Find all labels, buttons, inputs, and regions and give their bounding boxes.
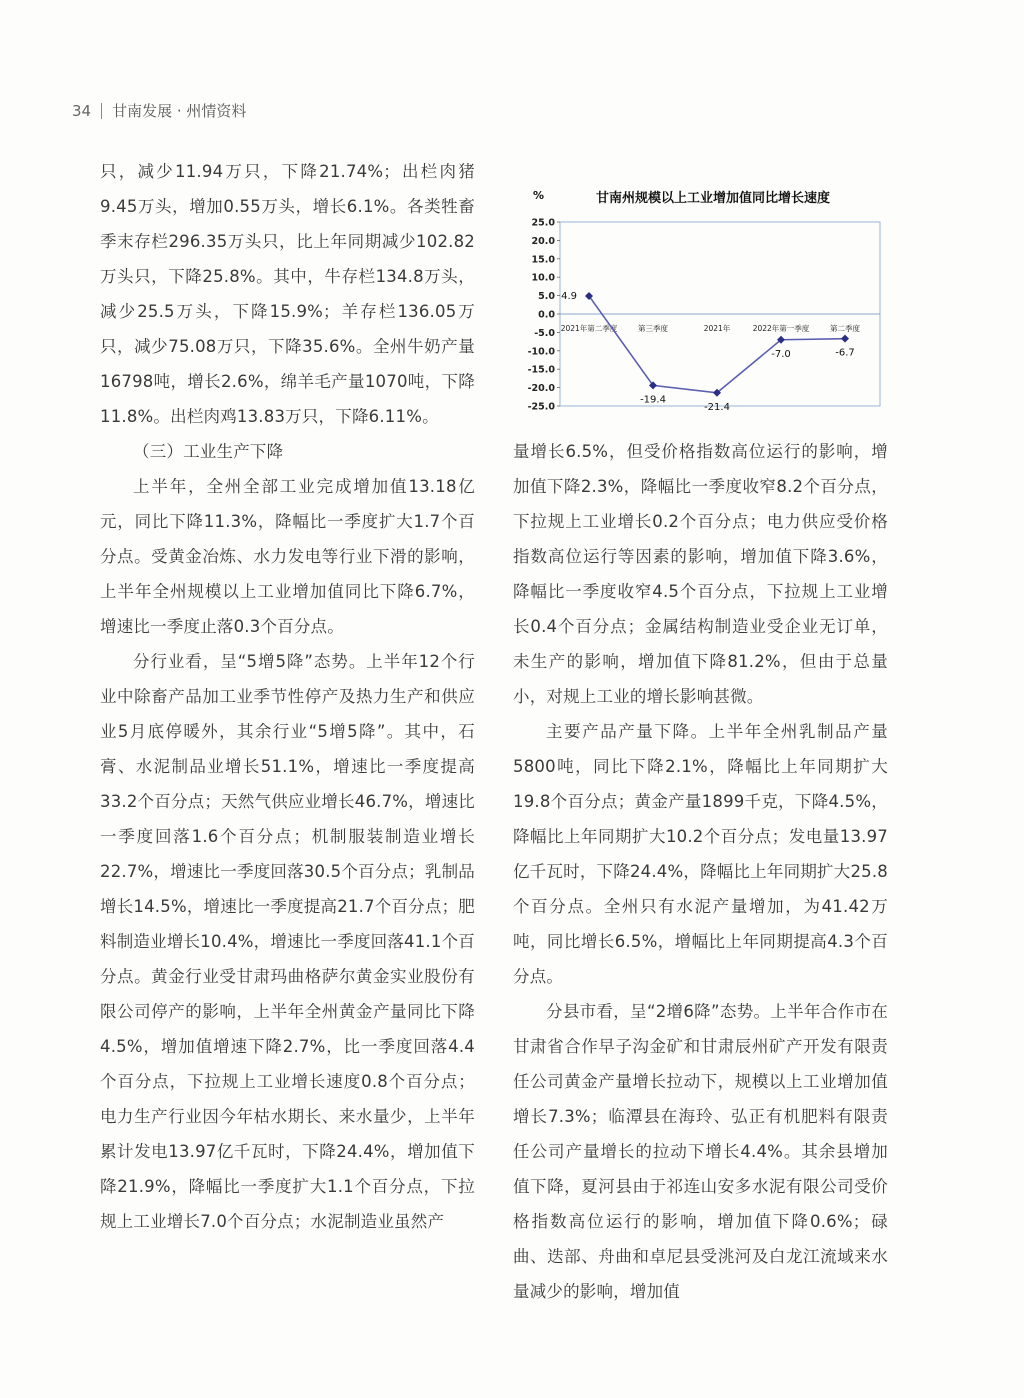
- y-tick-label: 25.0: [531, 217, 555, 229]
- page-number: 34: [72, 101, 92, 120]
- data-label: -7.0: [771, 348, 791, 360]
- paragraph: 只，减少11.94万只，下降21.74%；出栏肉猪9.45万头，增加0.55万头，增长6.1%。各类牲畜季末存栏296.35万头只，比上年同期减少102.82万头只，下降25.8%。其中，牛存栏134.8万头，减少25.5万头，下降15.9%；羊存栏136.05万只，减少75.08万只，下降35.6%。全州牛奶产量16798吨，增长2.6%，绵羊毛产量1070吨，下降11.8%。出栏肉鸡13.83万只，下降6.11%。: [100, 162, 475, 426]
- y-tick-label: 10.0: [531, 272, 555, 284]
- y-tick-label: -25.0: [527, 401, 555, 413]
- x-tick-label: 第二季度: [830, 324, 860, 333]
- paragraph: 分行业看，呈“5增5降”态势。上半年12个行业中除畜产品加工业季节性停产及热力生产和供应业5月底停暖外，其余行业“5增5降”。其中，石膏、水泥制品业增长51.1%，增速比一季度提高33.2个百分点；天然气供应业增长46.7%，增速比一季度回落1.6个百分点；机制服装制造业增长22.7%，增速比一季度回落30.5个百分点；乳制品增长14.5%，增速比一季度提高21.7个百分点；肥料制造业增长10.4%，增速比一季度回落41.1个百分点。黄金行业受甘肃玛曲格萨尔黄金实业股份有限公司停产的影响，上半年全州黄金产量同比下降4.5%，增加值增速下降2.7%，比一季度回落4.4个百分点，下拉规上工业增长速度0.8个百分点；电力生产行业因今年枯水期长、来水量少，上半年累计发电13.97亿千瓦时，下降24.4%，增加值下降21.9%，降幅比一季度扩大1.1个百分点，下拉规上工业增长7.0个百分点；水泥制造业虽然产: [100, 652, 475, 1231]
- growth-chart: [513, 175, 890, 415]
- y-axis-label: %: [533, 189, 545, 202]
- y-tick-label: -20.0: [527, 383, 555, 395]
- x-tick-label: 2021年: [703, 324, 731, 333]
- data-point: [841, 335, 849, 343]
- data-label: 4.9: [561, 290, 577, 302]
- header-divider: [101, 103, 102, 119]
- left-column: [100, 154, 475, 1239]
- y-tick-label: -5.0: [534, 327, 555, 339]
- y-tick-label: -10.0: [527, 346, 555, 358]
- data-label: -21.4: [704, 401, 730, 413]
- data-label: -19.4: [640, 394, 666, 406]
- data-label: -6.7: [835, 347, 855, 359]
- paragraph: 上半年，全州全部工业完成增加值13.18亿元，同比下降11.3%，降幅比一季度扩大1.7个百分点。受黄金冶炼、水力发电等行业下滑的影响，上半年全州规模以上工业增加值同比下降6.7%，增速比一季度止落0.3个百分点。: [100, 477, 475, 636]
- x-tick-label: 第三季度: [638, 324, 668, 333]
- paragraph: 量增长6.5%，但受价格指数高位运行的影响，增加值下降2.3%，降幅比一季度收窄8.2个百分点，下拉规上工业增长0.2个百分点；电力供应受价格指数高位运行等因素的影响，增加值下降3.6%，降幅比一季度收窄4.5个百分点，下拉规上工业增长0.4个百分点；金属结构制造业受企业无订单，未生产的影响，增加值下降81.2%，但由于总量小，对规上工业的增长影响甚微。: [513, 442, 888, 706]
- paragraph: 主要产品产量下降。上半年全州乳制品产量5800吨，同比下降2.1%，降幅比上年同期扩大19.8个百分点；黄金产量1899千克，下降4.5%，降幅比上年同期扩大10.2个百分点；发电量13.97亿千瓦时，下降24.4%，降幅比上年同期扩大25.8个百分点。全州只有水泥产量增加，为41.42万吨，同比增长6.5%，增幅比上年同期提高4.3个百分点。: [513, 722, 888, 986]
- chart-title: 甘南州规模以上工业增加值同比增长速度: [595, 191, 831, 206]
- chart-svg: [513, 175, 890, 415]
- publication-title: 甘南发展 · 州情资料: [112, 102, 247, 120]
- series-line: [589, 296, 845, 393]
- y-tick-label: 5.0: [538, 291, 555, 303]
- y-tick-label: 20.0: [531, 235, 555, 247]
- x-tick-label: 2022年第一季度: [752, 324, 810, 333]
- x-tick-label: 2021年第二季度: [560, 324, 618, 333]
- paragraph: 分县市看，呈“2增6降”态势。上半年合作市在甘肃省合作早子沟金矿和甘肃辰州矿产开发有限责任公司黄金产量增长拉动下，规模以上工业增加值增长7.3%；临潭县在海玲、弘正有机肥料有限责任公司产量增长的拉动下增长4.4%。其余县增加值下降，夏河县由于祁连山安多水泥有限公司受价格指数高位运行的影响，增加值下降0.6%；碌曲、迭部、舟曲和卓尼县受洮河及白龙江流域来水量减少的影响，增加值: [513, 1002, 888, 1301]
- y-tick-label: 15.0: [531, 254, 555, 266]
- section-heading: （三）工业生产下降: [133, 442, 284, 461]
- page-header: [72, 100, 246, 121]
- y-tick-label: 0.0: [538, 309, 555, 321]
- right-column: [513, 434, 888, 1309]
- y-tick-label: -15.0: [527, 364, 555, 376]
